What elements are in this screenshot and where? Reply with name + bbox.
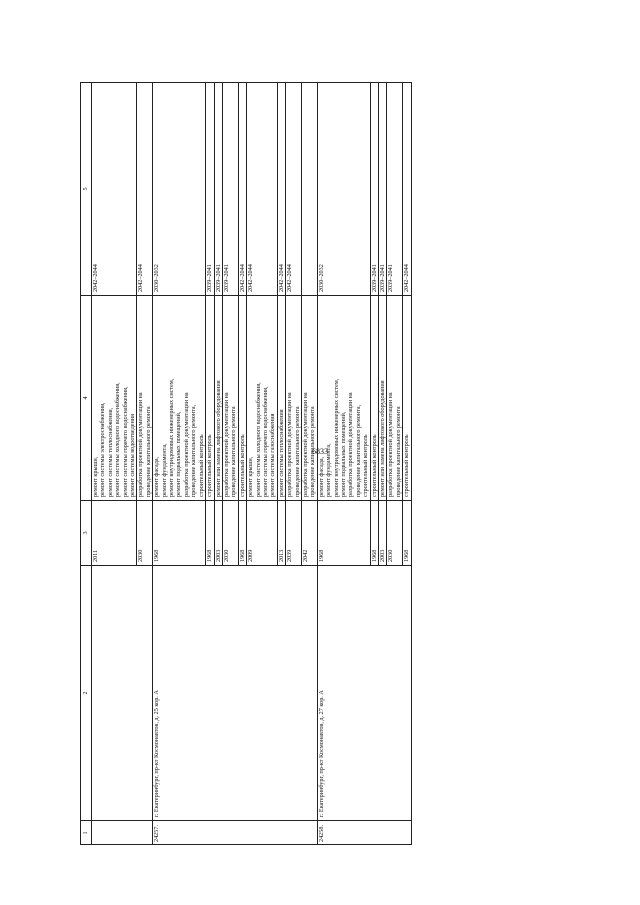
repair-works	[379, 296, 387, 501]
repair-works	[222, 296, 238, 501]
planned-period: 2042–2044	[277, 83, 285, 296]
commission-year: 1968	[317, 501, 370, 566]
repair-work-line: ремонт фасада,	[317, 456, 325, 497]
repair-work-line: разработка проектной документации на	[301, 392, 309, 497]
page-number: 6833	[312, 447, 328, 456]
repair-work-line: строительный контроль	[197, 434, 205, 497]
commission-year: 2042	[301, 501, 317, 566]
planned-period: 2039–2041	[214, 83, 222, 296]
repair-work-line: строительный контроль	[238, 434, 246, 497]
repair-work-line: проведение капитального ремонта	[293, 406, 301, 497]
table-row	[92, 83, 137, 845]
repair-works	[206, 296, 214, 501]
repair-work-line: ремонт подвальных помещений,	[175, 411, 183, 497]
repair-work-line: строительный контроль	[362, 434, 370, 497]
repair-works	[137, 296, 153, 501]
repair-work-line: ремонт системы электроснабжения,	[99, 402, 107, 497]
planned-period: 2039–2041	[222, 83, 238, 296]
repair-work-line: проведение капитального ремонта	[309, 406, 317, 497]
repair-works	[92, 296, 137, 501]
commission-year: 1968	[238, 501, 246, 566]
commission-year: 1968	[153, 501, 206, 566]
repair-work-line: ремонт системы горячего водоснабжения,	[121, 386, 129, 497]
header-col-3: 3	[81, 501, 92, 566]
repair-work-line: проведение капитального ремонта	[394, 406, 402, 497]
planned-period: 2030–2032	[317, 83, 370, 296]
repair-schedule-table	[80, 82, 412, 845]
entry-address: г. Екатеринбург, пр-кт Космонавтов, д. 25 кор. А	[153, 566, 318, 821]
repair-work-line: ремонт системы холодного водоснабжения,	[114, 382, 122, 497]
entry-number: 24257.	[153, 821, 318, 845]
planned-period: 2039–2041	[387, 83, 403, 296]
repair-works	[286, 296, 302, 501]
header-col-1: 1	[81, 821, 92, 845]
repair-work-line: ремонт фундамента,	[160, 443, 168, 497]
repair-work-line: проведение капитального ремонта	[144, 406, 152, 497]
repair-work-line: разработка проектной документации на	[347, 392, 355, 497]
repair-work-line: ремонт системы теплоснабжения,	[106, 407, 114, 497]
planned-period: 2042–2044	[238, 83, 246, 296]
repair-work-line: ремонт внутридомовых инженерных систем,	[332, 378, 340, 497]
commission-year: 2003	[379, 501, 387, 566]
commission-year: 2003	[214, 501, 222, 566]
commission-year: 2011	[92, 501, 137, 566]
repair-works	[214, 296, 222, 501]
repair-work-line: ремонт системы холодного водоснабжения,	[254, 382, 262, 497]
entry-number: 24258.	[317, 821, 411, 845]
repair-works	[277, 296, 285, 501]
repair-work-line: ремонт системы горячего водоснабжения,	[261, 386, 269, 497]
commission-year: 1968	[206, 501, 214, 566]
commission-year: 1968	[370, 501, 378, 566]
repair-works	[153, 296, 206, 501]
repair-work-line: ремонт системы водоотведения	[129, 414, 137, 497]
planned-period: 2039–2041	[370, 83, 378, 296]
repair-works	[403, 296, 411, 501]
planned-period: 2042–2044	[247, 83, 278, 296]
table-body	[81, 83, 412, 845]
planned-period	[301, 83, 317, 296]
commission-year: 1968	[403, 501, 411, 566]
repair-work-line: разработка проектной документации на	[137, 392, 145, 497]
repair-work-line: проведение капитального ремонта	[230, 406, 238, 497]
repair-work-line: ремонт подвальных помещений,	[340, 411, 347, 497]
planned-period: 2039–2041	[206, 83, 214, 296]
repair-work-line: ремонт системы теплоснабжения	[277, 409, 285, 497]
header-row	[81, 83, 92, 845]
repair-work-line: ремонт фундамента,	[325, 443, 333, 497]
repair-works	[238, 296, 246, 501]
repair-work-line: проведение капитального ремонта,	[354, 404, 362, 497]
repair-work-line: проведение капитального ремонта,	[190, 404, 198, 497]
entry-number	[92, 821, 153, 845]
repair-works	[317, 296, 370, 501]
repair-work-line: разработка проектной документации на	[387, 392, 395, 497]
repair-work-line: ремонт или замена лифтового оборудования	[214, 380, 222, 497]
repair-work-line: разработка проектной документации на	[222, 392, 230, 497]
commission-year: 2030	[222, 501, 238, 566]
header-col-2: 2	[81, 566, 92, 821]
planned-period: 2030–2032	[153, 83, 206, 296]
repair-works	[301, 296, 317, 501]
repair-work-line: разработка проектной документации на	[182, 392, 190, 497]
commission-year: 2013	[277, 501, 285, 566]
planned-period: 2042–2044	[286, 83, 302, 296]
planned-period: 2042–2044	[403, 83, 411, 296]
header-col-4: 4	[81, 296, 92, 501]
commission-year: 2030	[137, 501, 153, 566]
planned-period: 2042–2044	[92, 83, 137, 296]
commission-year: 2030	[387, 501, 403, 566]
repair-work-line: ремонт крыши,	[92, 456, 99, 497]
repair-work-line: строительный контроль	[403, 434, 411, 497]
commission-year: 2009	[247, 501, 278, 566]
planned-period: 2042–2044	[137, 83, 153, 296]
repair-works	[387, 296, 403, 501]
repair-work-line: строительный контроль	[370, 434, 378, 497]
repair-works	[247, 296, 278, 501]
entry-address: г. Екатеринбург, пр-кт Космонавтов, д. 27 кор. А	[317, 566, 411, 821]
entry-address	[92, 566, 153, 821]
commission-year: 2039	[286, 501, 302, 566]
table-row	[153, 83, 206, 845]
repair-work-line: ремонт крыши,	[247, 456, 255, 497]
repair-work-line: строительный контроль	[206, 434, 214, 497]
repair-works	[370, 296, 378, 501]
planned-period: 2039–2041	[379, 83, 387, 296]
repair-work-line: ремонт или замена лифтового оборудования	[379, 380, 387, 497]
repair-work-line: ремонт внутридомовых инженерных систем,	[168, 378, 176, 497]
repair-work-line: разработка проектной документации на	[286, 392, 294, 497]
repair-work-line: ремонт системы газоснабжения	[269, 413, 277, 497]
rotated-table-container	[80, 82, 590, 845]
header-col-5: 5	[81, 83, 92, 296]
table-row	[317, 83, 370, 845]
repair-work-line: ремонт фасада,	[153, 456, 161, 497]
